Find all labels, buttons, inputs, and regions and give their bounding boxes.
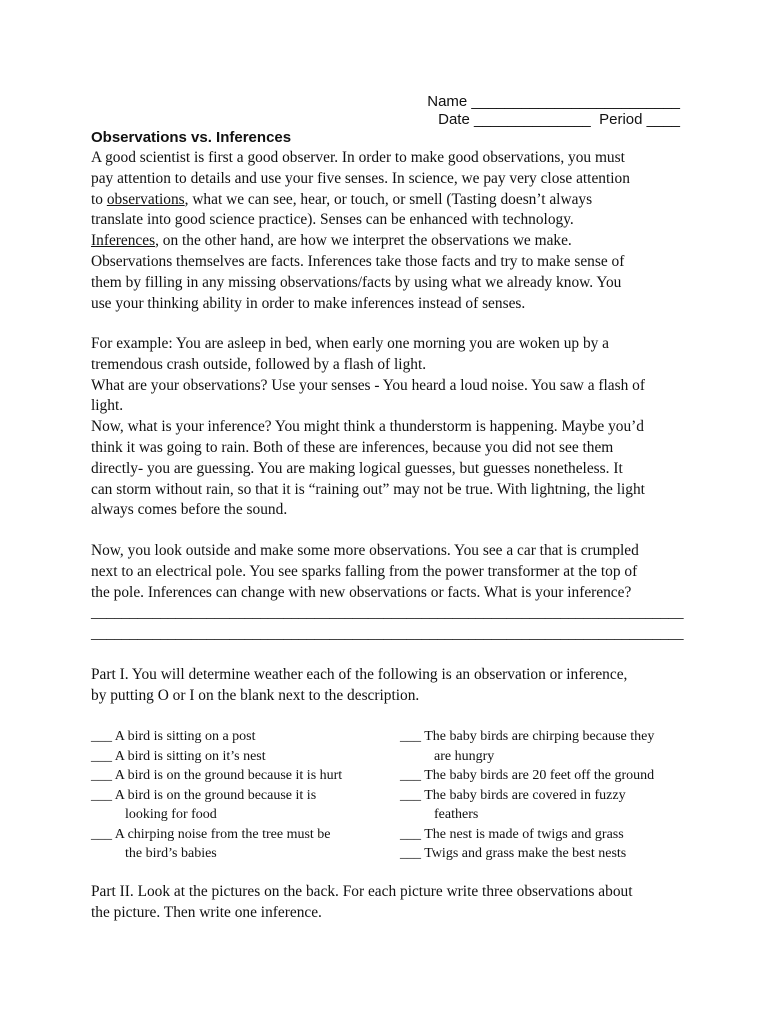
part2-instructions: [91, 882, 691, 924]
part1-line: Part I. You will determine weather each of the following is an observation or inference,: [91, 666, 628, 683]
worksheet-title: Observations vs. Inferences: [91, 129, 292, 146]
part1-right-column: [400, 727, 654, 864]
list-item: ___ The nest is made of twigs and grass: [400, 826, 624, 842]
term-inferences: Inferences: [91, 232, 156, 250]
list-item-continuation: the bird’s babies: [125, 846, 217, 861]
list-item-continuation: are hungry: [434, 748, 495, 764]
part2-line: Part II. Look at the pictures on the back. For each picture write three observations about: [91, 883, 633, 900]
part1-line: by putting O or I on the blank next to the description.: [91, 686, 420, 704]
answer-line: _____________________________________________________________________________: [91, 624, 684, 642]
example-line: think it was going to rain. Both of these are inferences, because you did not see them: [91, 438, 614, 456]
inference-answer-lines: [91, 603, 691, 645]
followup-line: Now, you look outside and make some more observations. You see a car that is crumpled: [91, 542, 639, 559]
list-item: ___ The baby birds are 20 feet off the ground: [400, 768, 655, 783]
name-field-line: Name _________________________: [427, 93, 680, 110]
list-item: ___ A chirping noise from the tree must be: [91, 826, 331, 842]
list-item: ___ Twigs and grass make the best nests: [400, 846, 627, 861]
intro-line: [91, 231, 691, 252]
part2-line: the picture. Then write one inference.: [91, 903, 322, 921]
list-item-continuation: looking for food: [125, 807, 217, 822]
intro-line: use your thinking ability in order to make inferences instead of senses.: [91, 294, 526, 312]
answer-line: _____________________________________________________________________________: [91, 604, 684, 621]
followup-line: next to an electrical pole. You see sparks falling from the power transformer at the top of: [91, 562, 638, 580]
term-observations: observations: [106, 190, 185, 208]
example-paragraph: [91, 334, 691, 521]
intro-line: pay attention to details and use your five senses. In science, we pay very close attention: [91, 169, 630, 187]
list-item: ___ The baby birds are covered in fuzzy: [400, 787, 626, 803]
list-item-continuation: feathers: [434, 807, 479, 822]
example-line: can storm without rain, so that it is “raining out” may not be true. With lightning, the light: [91, 480, 645, 498]
example-line: always comes before the sound.: [91, 501, 288, 519]
intro-line: Observations themselves are facts. Inferences take those facts and try to make sense of: [91, 252, 625, 270]
intro-line: [91, 190, 691, 211]
intro-text: , what we can see, hear, or touch, or smell (Tasting doesn’t always: [184, 190, 593, 208]
list-item: ___ A bird is on the ground because it is: [91, 787, 317, 803]
list-item: ___ The baby birds are chirping because they: [400, 729, 655, 744]
intro-text: to: [91, 190, 107, 208]
intro-line: them by filling in any missing observations/facts by using what we already know. You: [91, 273, 622, 291]
example-line: For example: You are asleep in bed, when early one morning you are woken up by a: [91, 335, 610, 352]
intro-paragraph: [91, 148, 691, 314]
example-line: light.: [91, 397, 124, 415]
part1-instructions: [91, 665, 691, 707]
intro-text: , on the other hand, are how we interpret the observations we make.: [155, 232, 572, 250]
list-item: ___ A bird is sitting on it’s nest: [91, 748, 266, 764]
example-line: What are your observations? Use your senses - You heard a loud noise. You saw a flash of: [91, 376, 645, 394]
followup-paragraph: [91, 541, 691, 603]
date-period-field-line: Date ______________ Period ____: [438, 111, 680, 128]
part1-left-column: [91, 727, 342, 864]
intro-line: A good scientist is first a good observer. In order to make good observations, you must: [91, 149, 625, 166]
intro-line: translate into good science practice). Senses can be enhanced with technology.: [91, 211, 574, 229]
example-line: tremendous crash outside, followed by a flash of light.: [91, 355, 427, 373]
list-item: ___ A bird is sitting on a post: [91, 729, 256, 744]
example-line: directly- you are guessing. You are making logical guesses, but guesses nonetheless. It: [91, 459, 623, 477]
example-line: Now, what is your inference? You might think a thunderstorm is happening. Maybe you’d: [91, 418, 644, 436]
list-item: ___ A bird is on the ground because it is hurt: [91, 768, 343, 783]
followup-line: the pole. Inferences can change with new observations or facts. What is your inference?: [91, 583, 632, 601]
